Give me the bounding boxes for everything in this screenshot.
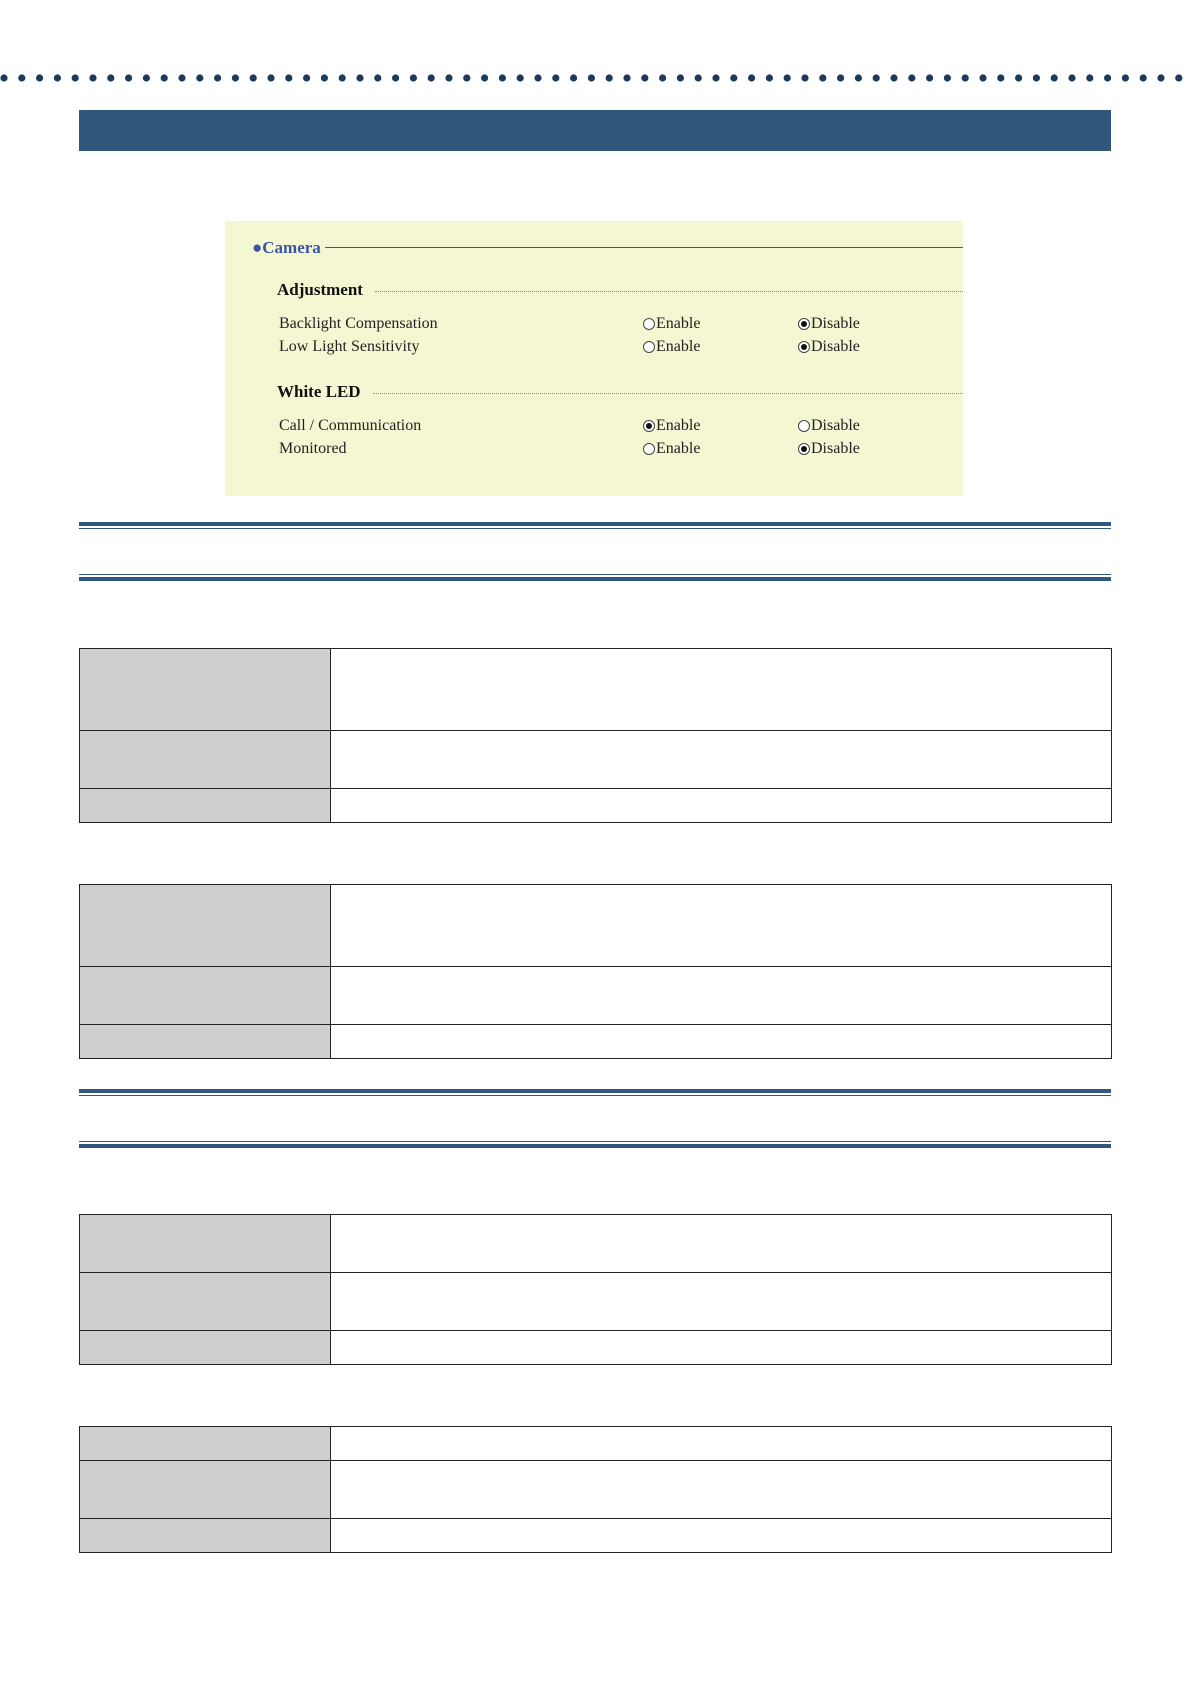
- border-dot: [374, 74, 381, 81]
- table-row: [80, 885, 1112, 967]
- table-header-cell: [80, 885, 331, 967]
- border-dot: [143, 74, 150, 81]
- border-dot: [517, 74, 524, 81]
- radio-selected-icon[interactable]: [798, 341, 810, 353]
- table-body-cell: [331, 885, 1112, 967]
- border-dot: [54, 74, 61, 81]
- border-dot: [410, 74, 417, 81]
- border-dot: [196, 74, 203, 81]
- border-dot: [534, 74, 541, 81]
- radio-unselected-icon[interactable]: [643, 443, 655, 455]
- radio-unselected-icon[interactable]: [643, 341, 655, 353]
- white-led-group-title: White LED: [277, 382, 364, 402]
- border-dot: [1033, 74, 1040, 81]
- table-header-cell: [80, 649, 331, 731]
- border-dot: [819, 74, 826, 81]
- border-dot: [107, 74, 114, 81]
- settings-table-1: [79, 648, 1112, 823]
- border-dot: [428, 74, 435, 81]
- monitored-disable-option[interactable]: [798, 440, 860, 458]
- radio-selected-icon[interactable]: [798, 443, 810, 455]
- table-row: [80, 1331, 1112, 1365]
- border-dot: [178, 74, 185, 81]
- border-dot: [72, 74, 79, 81]
- border-dot: [356, 74, 363, 81]
- border-dot: [1068, 74, 1075, 81]
- table-body-cell: [331, 1427, 1112, 1461]
- table-body-cell: [331, 1273, 1112, 1331]
- border-dot: [463, 74, 470, 81]
- radio-selected-icon[interactable]: [798, 318, 810, 330]
- border-dot: [232, 74, 239, 81]
- adjustment-group-title: Adjustment: [277, 280, 366, 300]
- table-body-cell: [331, 731, 1112, 789]
- disable-label: Disable: [811, 338, 860, 355]
- disable-label: Disable: [811, 417, 860, 434]
- border-dot: [588, 74, 595, 81]
- border-dot: [0, 74, 7, 81]
- border-dot: [766, 74, 773, 81]
- table-body-cell: [331, 1461, 1112, 1519]
- border-dot: [855, 74, 862, 81]
- backlight-compensation-label: Backlight Compensation: [279, 315, 438, 332]
- border-dot: [214, 74, 221, 81]
- radio-unselected-icon[interactable]: [643, 318, 655, 330]
- camera-section-title: ●Camera: [252, 238, 321, 257]
- enable-label: Enable: [656, 417, 701, 434]
- camera-section-rule: [325, 247, 963, 248]
- table-row: [80, 1427, 1112, 1461]
- border-dot: [445, 74, 452, 81]
- table-row: [80, 649, 1112, 731]
- call-communication-disable-option[interactable]: [798, 417, 860, 435]
- section-divider-top-2: [79, 1089, 1111, 1096]
- adjustment-group-rule: [375, 291, 963, 292]
- border-dot: [303, 74, 310, 81]
- table-header-cell: [80, 789, 331, 823]
- table-body-cell: [331, 649, 1112, 731]
- backlight-compensation-disable-option[interactable]: [798, 315, 860, 333]
- table-row: [80, 1273, 1112, 1331]
- call-communication-enable-option[interactable]: [643, 417, 700, 435]
- disable-label: Disable: [811, 315, 860, 332]
- border-dot: [285, 74, 292, 81]
- border-dot: [659, 74, 666, 81]
- section-divider-top: [79, 522, 1111, 529]
- border-dot: [499, 74, 506, 81]
- settings-table-2: [79, 884, 1112, 1059]
- enable-label: Enable: [656, 315, 701, 332]
- border-dot: [1051, 74, 1058, 81]
- border-dot: [1086, 74, 1093, 81]
- table-body-cell: [331, 789, 1112, 823]
- table-body-cell: [331, 967, 1112, 1025]
- border-dot: [161, 74, 168, 81]
- table-header-cell: [80, 1025, 331, 1059]
- border-dot: [321, 74, 328, 81]
- border-dot: [712, 74, 719, 81]
- dotted-top-border: [0, 73, 1191, 85]
- border-dot: [481, 74, 488, 81]
- border-dot: [979, 74, 986, 81]
- table-body-cell: [331, 1331, 1112, 1365]
- border-dot: [36, 74, 43, 81]
- table-header-cell: [80, 1215, 331, 1273]
- table-row: [80, 1025, 1112, 1059]
- page-header-banner: [79, 110, 1111, 151]
- table-row: [80, 1215, 1112, 1273]
- enable-label: Enable: [656, 338, 701, 355]
- border-dot: [570, 74, 577, 81]
- table-body-cell: [331, 1025, 1112, 1059]
- border-dot: [801, 74, 808, 81]
- call-communication-label: Call / Communication: [279, 417, 422, 434]
- border-dot: [339, 74, 346, 81]
- table-row: [80, 967, 1112, 1025]
- border-dot: [1104, 74, 1111, 81]
- border-dot: [730, 74, 737, 81]
- radio-selected-icon[interactable]: [643, 420, 655, 432]
- table-header-cell: [80, 1519, 331, 1553]
- table-header-cell: [80, 731, 331, 789]
- border-dot: [89, 74, 96, 81]
- border-dot: [125, 74, 132, 81]
- low-light-sensitivity-enable-option[interactable]: [643, 338, 700, 356]
- radio-unselected-icon[interactable]: [798, 420, 810, 432]
- table-row: [80, 731, 1112, 789]
- section-divider-bottom: [79, 574, 1111, 581]
- table-row: [80, 1519, 1112, 1553]
- border-dot: [18, 74, 25, 81]
- white-led-group-rule: [373, 393, 963, 394]
- monitored-label: Monitored: [279, 440, 347, 457]
- border-dot: [890, 74, 897, 81]
- border-dot: [926, 74, 933, 81]
- border-dot: [623, 74, 630, 81]
- camera-settings-panel: [225, 221, 963, 496]
- table-body-cell: [331, 1215, 1112, 1273]
- table-row: [80, 789, 1112, 823]
- border-dot: [1015, 74, 1022, 81]
- table-row: [80, 1461, 1112, 1519]
- border-dot: [1140, 74, 1147, 81]
- border-dot: [748, 74, 755, 81]
- enable-label: Enable: [656, 440, 701, 457]
- table-header-cell: [80, 1273, 331, 1331]
- border-dot: [1122, 74, 1129, 81]
- border-dot: [606, 74, 613, 81]
- border-dot: [677, 74, 684, 81]
- border-dot: [250, 74, 257, 81]
- border-dot: [784, 74, 791, 81]
- border-dot: [908, 74, 915, 81]
- border-dot: [997, 74, 1004, 81]
- low-light-sensitivity-label: Low Light Sensitivity: [279, 338, 420, 355]
- table-header-cell: [80, 1331, 331, 1365]
- border-dot: [695, 74, 702, 81]
- disable-label: Disable: [811, 440, 860, 457]
- section-divider-bottom-2: [79, 1141, 1111, 1148]
- border-dot: [392, 74, 399, 81]
- border-dot: [267, 74, 274, 81]
- border-dot: [1157, 74, 1164, 81]
- border-dot: [944, 74, 951, 81]
- border-dot: [962, 74, 969, 81]
- border-dot: [641, 74, 648, 81]
- backlight-compensation-enable-option[interactable]: [643, 315, 700, 333]
- border-dot: [552, 74, 559, 81]
- table-header-cell: [80, 1427, 331, 1461]
- table-body-cell: [331, 1519, 1112, 1553]
- monitored-enable-option[interactable]: [643, 440, 700, 458]
- settings-table-3: [79, 1214, 1112, 1365]
- border-dot: [1175, 74, 1182, 81]
- table-header-cell: [80, 1461, 331, 1519]
- table-header-cell: [80, 967, 331, 1025]
- low-light-sensitivity-disable-option[interactable]: [798, 338, 860, 356]
- border-dot: [873, 74, 880, 81]
- border-dot: [837, 74, 844, 81]
- settings-table-4: [79, 1426, 1112, 1553]
